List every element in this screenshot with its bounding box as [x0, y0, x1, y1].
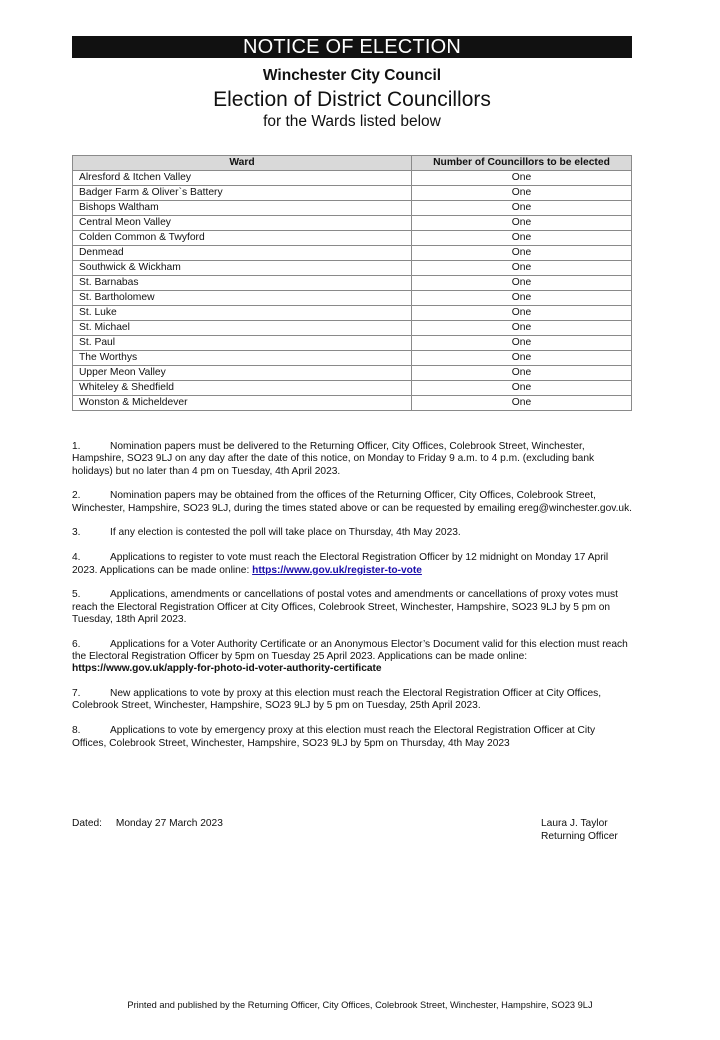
- ward-name-cell: Badger Farm & Oliver`s Battery: [73, 186, 412, 201]
- note-number: 5.: [72, 589, 81, 601]
- table-row: [73, 306, 632, 321]
- councillor-count-cell: One: [412, 366, 632, 381]
- table-row: [73, 201, 632, 216]
- dated-label: Dated:: [72, 818, 103, 829]
- wards-table-body: [73, 171, 632, 411]
- imprint-footer: Printed and published by the Returning Officer, City Offices, Colebrook Street, Winchester, Hampshire, SO23 9LJ: [127, 1000, 593, 1010]
- ward-name-cell: St. Michael: [73, 321, 412, 336]
- note-item: [72, 490, 632, 515]
- officer-title: Returning Officer: [541, 830, 618, 842]
- ward-name-cell: Alresford & Itchen Valley: [73, 171, 412, 186]
- councillor-count-cell: One: [412, 231, 632, 246]
- voter-authority-url: https://www.gov.uk/apply-for-photo-id-voter-authority-certificate: [72, 663, 382, 675]
- note-number: 8.: [72, 725, 81, 737]
- table-row: [73, 321, 632, 336]
- councillor-count-cell: One: [412, 396, 632, 411]
- council-name: Winchester City Council: [262, 67, 442, 84]
- note-text: New applications to vote by proxy at this election must reach the Electoral Registration Officer at City Offices, Colebrook Street, Winchester, Hampshire, SO23 9LJ by 5 pm on Tuesday, 25th April 2023.: [72, 688, 602, 712]
- table-row: [73, 396, 632, 411]
- table-row: [73, 186, 632, 201]
- note-item: [72, 527, 632, 539]
- councillor-count-cell: One: [412, 201, 632, 216]
- table-row: [73, 276, 632, 291]
- councillor-count-cell: One: [412, 276, 632, 291]
- note-number: 7.: [72, 688, 81, 700]
- note-text: Applications, amendments or cancellations of postal votes and amendments or cancellations of proxy votes must reach the Electoral Registration Officer at City Offices, Colebrook Street, Winchester, Hampshire, SO23 9LJ by 5 pm on Tuesday, 18th April 2023.: [72, 589, 618, 625]
- note-item: [72, 441, 632, 478]
- note-number: 4.: [72, 552, 81, 564]
- note-number: 6.: [72, 638, 81, 650]
- ward-name-cell: Denmead: [73, 246, 412, 261]
- note-item: [72, 688, 632, 713]
- note-item: [72, 552, 632, 577]
- officer-name: Laura J. Taylor: [541, 818, 608, 829]
- ward-name-cell: Colden Common & Twyford: [73, 231, 412, 246]
- note-number: 1.: [72, 441, 81, 452]
- note-item: [72, 639, 632, 676]
- election-subtitle: for the Wards listed below: [263, 113, 441, 130]
- signature-block: [541, 818, 618, 843]
- wards-table: [72, 155, 632, 411]
- councillor-count-cell: One: [412, 261, 632, 276]
- councillor-count-cell: One: [412, 351, 632, 366]
- councillor-count-cell: One: [412, 171, 632, 186]
- note-number: 3.: [72, 527, 81, 539]
- ward-name-cell: St. Luke: [73, 306, 412, 321]
- ward-name-cell: Bishops Waltham: [73, 201, 412, 216]
- ward-name-cell: Central Meon Valley: [73, 216, 412, 231]
- register-to-vote-link[interactable]: https://www.gov.uk/register-to-vote: [252, 564, 422, 576]
- note-text: Nomination papers must be delivered to the Returning Officer, City Offices, Colebrook Street, Winchester, Hampshire, SO23 9LJ on any day after the date of this notice, on Monday to Friday 9 a.m. to 4 p.m. (excluding bank holidays) but no later than 4 pm on Tuesday, 4th April 2023.: [72, 441, 595, 477]
- column-header-councillors: Number of Councillors to be elected: [412, 156, 632, 171]
- note-text: If any election is contested the poll will take place on Thursday, 4th May 2023.: [110, 527, 461, 539]
- table-row: [73, 336, 632, 351]
- notes-list: [72, 441, 632, 762]
- ward-name-cell: Upper Meon Valley: [73, 366, 412, 381]
- table-header-row: [73, 156, 632, 171]
- table-row: [73, 216, 632, 231]
- note-number: 2.: [72, 490, 81, 502]
- election-title: Election of District Councillors: [213, 88, 491, 111]
- ward-name-cell: St. Barnabas: [73, 276, 412, 291]
- ward-name-cell: Wonston & Micheldever: [73, 396, 412, 411]
- table-row: [73, 381, 632, 396]
- ward-name-cell: Whiteley & Shedfield: [73, 381, 412, 396]
- ward-name-cell: St. Bartholomew: [73, 291, 412, 306]
- note-text: Nomination papers may be obtained from the offices of the Returning Officer, City Offices, Colebrook Street, Winchester, Hampshire, SO23 9LJ, during the times stated above or can be requested by emailing ereg@winchester.gov.uk.: [72, 490, 633, 514]
- note-item: [72, 725, 632, 750]
- ward-name-cell: The Worthys: [73, 351, 412, 366]
- column-header-ward: Ward: [73, 156, 412, 171]
- dated-value: Monday 27 March 2023: [115, 818, 223, 829]
- councillor-count-cell: One: [412, 381, 632, 396]
- note-text: Applications to register to vote must reach the Electoral Registration Officer by 12 midnight on Monday 17 April 2023. Applications can be made online:: [72, 552, 609, 576]
- note-item: [72, 589, 632, 626]
- ward-name-cell: St. Paul: [73, 336, 412, 351]
- councillor-count-cell: One: [412, 291, 632, 306]
- councillor-count-cell: One: [412, 216, 632, 231]
- note-text: Applications to vote by emergency proxy at this election must reach the Electoral Registration Officer at City Offices, Colebrook Street, Winchester, Hampshire, SO23 9LJ by 5pm on Thursday, 4th May 2023: [72, 725, 596, 749]
- table-row: [73, 291, 632, 306]
- dated-line: [72, 818, 223, 829]
- councillor-count-cell: One: [412, 186, 632, 201]
- ward-name-cell: Southwick & Wickham: [73, 261, 412, 276]
- councillor-count-cell: One: [412, 336, 632, 351]
- councillor-count-cell: One: [412, 321, 632, 336]
- note-text: Applications for a Voter Authority Certificate or an Anonymous Elector’s Document valid for this election must reach the Electoral Registration Officer by 5pm on Tuesday 25 April 2023. Applications can be made online:: [72, 638, 628, 663]
- table-row: [73, 231, 632, 246]
- councillor-count-cell: One: [412, 306, 632, 321]
- councillor-count-cell: One: [412, 246, 632, 261]
- table-row: [73, 171, 632, 186]
- table-row: [73, 366, 632, 381]
- notice-banner: NOTICE OF ELECTION: [72, 36, 632, 58]
- table-row: [73, 351, 632, 366]
- table-row: [73, 246, 632, 261]
- table-row: [73, 261, 632, 276]
